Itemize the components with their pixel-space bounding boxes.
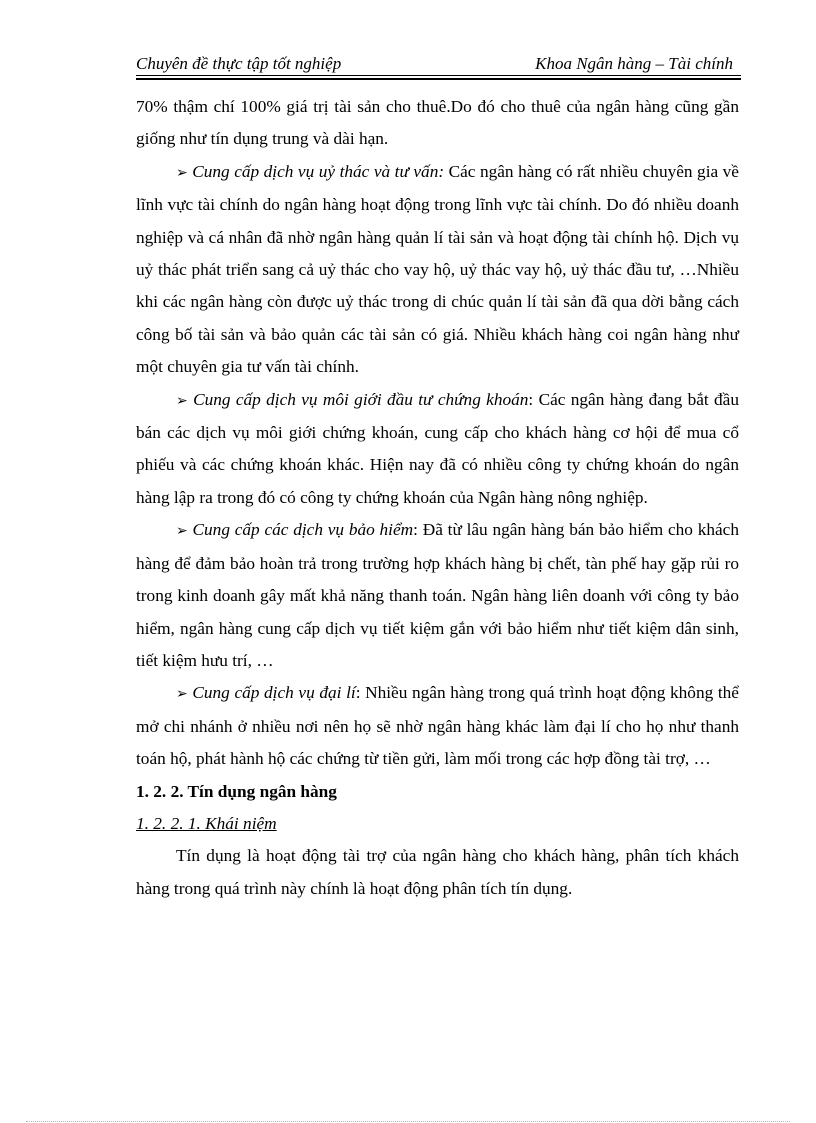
bullet-title: Cung cấp dịch vụ uỷ thác và tư vấn: <box>192 161 445 181</box>
header-right-title: Khoa Ngân hàng – Tài chính <box>535 54 733 73</box>
arrow-bullet-icon: ➢ <box>176 523 188 540</box>
bullet-title: Cung cấp dịch vụ đại lí <box>192 683 356 703</box>
bullet-trust-advisory <box>136 156 739 384</box>
arrow-bullet-icon: ➢ <box>176 392 188 409</box>
bullet-title: Cung cấp các dịch vụ bảo hiểm <box>192 520 414 540</box>
bullet-text: : Nhiều ngân hàng trong quá trình hoạt động không thể mở chi nhánh ở nhiều nơi nên họ sẽ nhờ ngân hàng khác làm đại lí cho họ như thanh toán hộ, phát hành hộ các chứng từ tiền gửi, làm mối trong các hợp đồng tài trợ, … <box>136 683 739 769</box>
bullet-title: Cung cấp dịch vụ môi giới đầu tư chứng khoán <box>193 389 529 409</box>
subsection-heading-text: 1. 2. 2. 1. Khái niệm <box>136 813 277 833</box>
arrow-bullet-icon: ➢ <box>176 164 188 181</box>
bullet-text: Các ngân hàng có rất nhiều chuyên gia về lĩnh vực tài chính do ngân hàng hoạt động trong lĩnh vực tài chính. Do đó nhiều doanh nghiệp và cá nhân đã nhờ ngân hàng quản lí tài sản và hoạt động tài chính hộ. Dịch vụ uỷ thác phát triển sang cả uỷ thác cho vay hộ, uỷ thác vay hộ, uỷ thác đầu tư, …Nhiều khi các ngân hàng còn được uỷ thác trong di chúc quản lí tài sản đã qua dời bằng cách công bố tài sản và bảo quản các tài sản có giá. Nhiều khách hàng coi ngân hàng như một chuyên gia tư vấn tài chính. <box>136 161 739 377</box>
paragraph-definition: Tín dụng là hoạt động tài trợ của ngân hàng cho khách hàng, phân tích khách hàng trong quá trình này chính là hoạt động phân tích tín dụng. <box>136 846 739 898</box>
bullet-securities-brokerage <box>136 384 739 515</box>
bullet-text: : Các ngân hàng đang bắt đầu bán các dịch vụ môi giới chứng khoán, cung cấp cho khách hàng cơ hội để mua cổ phiếu và các chứng khoán khác. Hiện nay đã có nhiều công ty chứng khoán do ngân hàng lập ra trong đó có công ty chứng khoán của Ngân hàng nông nghiệp. <box>136 389 739 507</box>
arrow-bullet-icon: ➢ <box>176 686 188 703</box>
footer-dotted-rule <box>26 1121 790 1122</box>
page-header <box>136 54 741 76</box>
paragraph-continuation: 70% thậm chí 100% giá trị tài sản cho thuê.Do đó cho thuê của ngân hàng cũng gần giống như tín dụng trung và dài hạn. <box>136 97 739 149</box>
header-rule-thick <box>136 78 741 80</box>
subsection-heading <box>136 808 739 840</box>
header-rule-thin <box>136 75 741 76</box>
document-body <box>136 91 739 905</box>
bullet-agency <box>136 677 739 775</box>
bullet-text: : Đã từ lâu ngân hàng bán bảo hiểm cho khách hàng để đảm bảo hoàn trả trong trường hợp khách hàng bị chết, tàn phế hay gặp rủi ro trong kinh doanh gây mất khả năng thanh toán. Ngân hàng liên doanh với công ty bảo hiểm, ngân hàng cung cấp dịch vụ tiết kiệm gắn với bảo hiểm như tiết kiệm dân sinh, tiết kiệm hưu trí, … <box>136 520 739 670</box>
header-left-title: Chuyên đề thực tập tốt nghiệp <box>136 54 342 73</box>
section-heading: 1. 2. 2. Tín dụng ngân hàng <box>136 781 337 801</box>
bullet-insurance <box>136 514 739 677</box>
